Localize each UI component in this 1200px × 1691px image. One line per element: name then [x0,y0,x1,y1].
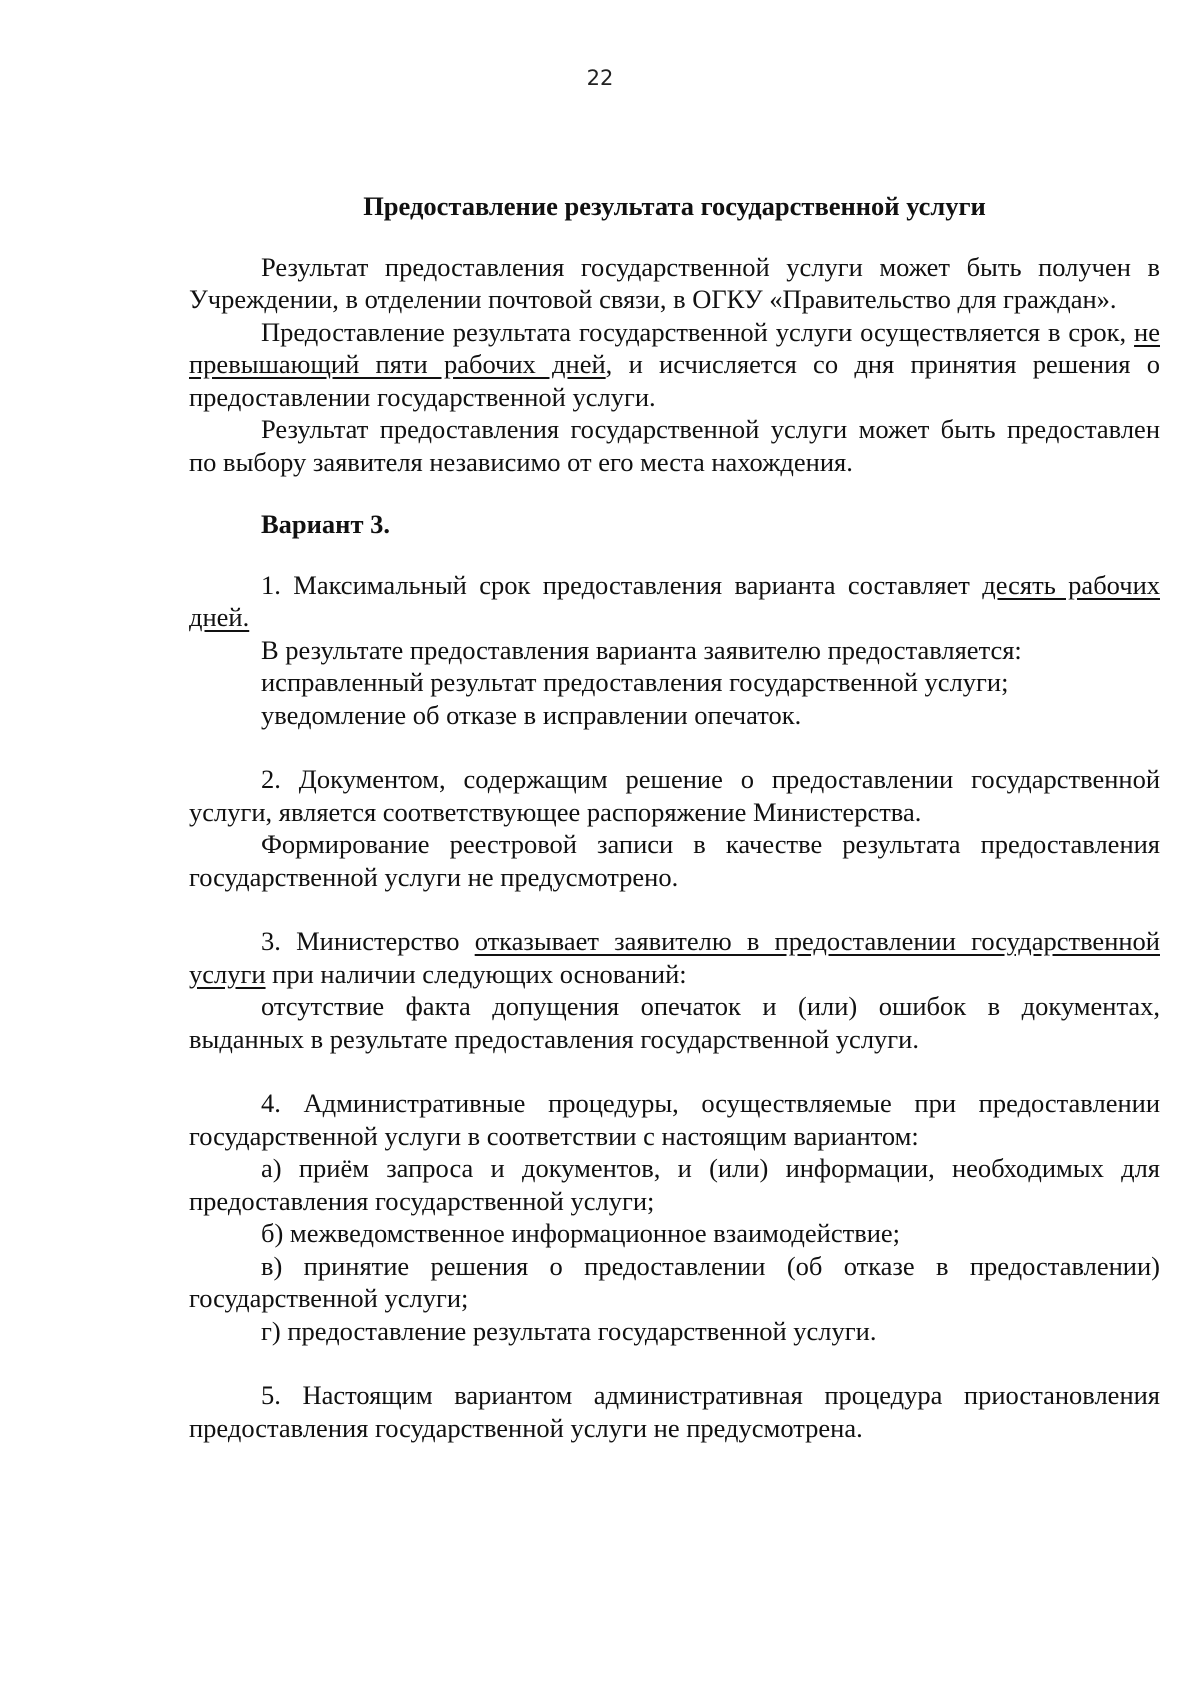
item-3-text-end: при наличии следующих оснований: [265,958,687,989]
item-2-paragraph-2: Формирование реестровой записи в качестве результата предоставления государственной услуги не предусмотрено. [189,829,1160,892]
item-4-subitem-a: а) приём запроса и документов, и (или) информации, необходимых для предоставления государственной услуги; [189,1153,1160,1216]
item-4-subitem-g: г) предоставление результата государственной услуги. [261,1315,877,1346]
item-3-paragraph-1 [189,925,1160,990]
item-1-line-2: В результате предоставления варианта заявителю предоставляется: [261,634,1022,665]
variant-title: Вариант 3. [261,509,390,539]
item-5-paragraph: 5. Настоящим вариантом административная процедура приостановления предоставления государственной услуги не предусмотрена. [189,1380,1160,1443]
section-heading: Предоставление результата государственной услуги [363,191,986,221]
item-1-max-term [189,569,1160,634]
item-3-text: 3. Министерство [261,926,475,956]
item-1-text: 1. Максимальный срок предоставления варианта составляет [261,569,983,600]
item-4-subitem-v: в) принятие решения о предоставлении (об отказе в предоставлении) государственной услуги; [189,1250,1160,1313]
paragraph-result-receipt: Результат предоставления государственной услуги может быть получен в Учреждении, в отделении почтовой связи, в ОГКУ «Правительство для граждан». [189,251,1160,314]
item-1-line-4: уведомление об отказе в исправлении опечаток. [261,699,802,730]
item-1-underlined: десять рабочих дней. [189,569,1160,632]
document-body [189,190,1160,1444]
term-underlined: не превышающий пяти рабочих дней [189,316,1160,379]
item-3-underlined: отказывает заявителю в предоставлении государственной услуги [189,926,1160,989]
item-4-subitem-b: б) межведомственное информационное взаимодействие; [261,1218,901,1248]
item-2-paragraph-1: 2. Документом, содержащим решение о предоставлении государственной услуги, является соответствующее распоряжение Министерства. [189,764,1160,827]
paragraph-result-location: Результат предоставления государственной услуги может быть предоставлен по выбору заявителя независимо от его места нахождения. [189,414,1160,477]
term-text-end: , и исчисляется со дня принятия решения о предоставлении государственной услуги. [189,349,1160,412]
item-3-paragraph-2: отсутствие факта допущения опечаток и (или) ошибок в документах, выданных в результате предоставления государственной услуги. [189,991,1160,1054]
paragraph-result-term [189,316,1160,414]
page-number: 22 [586,66,614,90]
item-4-paragraph-1: 4. Административные процедуры, осуществляемые при предоставлении государственной услуги в соответствии с настоящим вариантом: [189,1088,1160,1151]
item-1-line-3: исправленный результат предоставления государственной услуги; [261,667,1009,697]
term-text-start: Предоставление результата государственной услуги осуществляется в срок, [261,316,1135,347]
